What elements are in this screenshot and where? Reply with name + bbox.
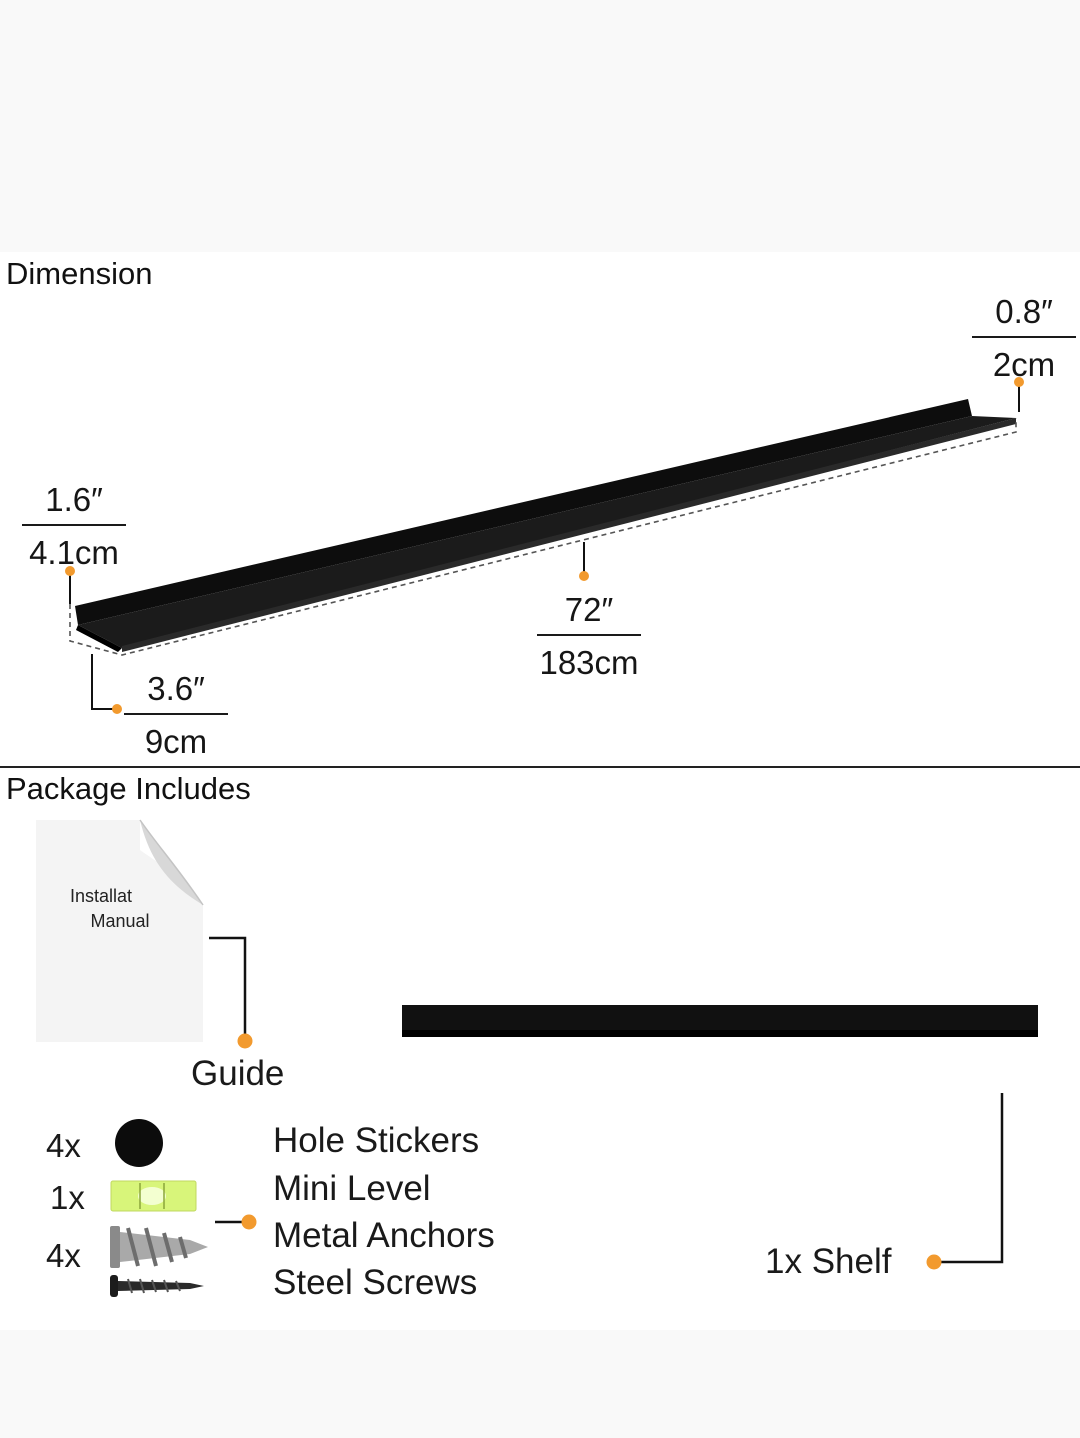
hole-sticker-icon (115, 1119, 163, 1167)
manual-title (52, 884, 188, 934)
mini-level-label: Mini Level (273, 1169, 431, 1208)
dimension-height (22, 483, 126, 569)
dimension-title: Dimension (6, 256, 153, 291)
shelf-label: 1x Shelf (765, 1242, 892, 1281)
dimension-depth-cm: 9cm (144, 723, 208, 760)
length-dimension-marker (579, 571, 589, 581)
dimension-length-cm: 183cm (539, 644, 639, 681)
dimension-height-inch: 1.6″ (45, 481, 103, 518)
anchors-screws-qty: 4x (46, 1237, 81, 1274)
mini-level-icon (111, 1181, 196, 1211)
dimension-height-divider (22, 524, 126, 526)
dimension-lip-divider (972, 336, 1076, 338)
hardware-marker (242, 1215, 257, 1230)
hole-stickers-label: Hole Stickers (273, 1121, 480, 1160)
guide-marker (238, 1034, 253, 1049)
dimension-depth-divider (124, 713, 228, 715)
dimension-lip-cm: 2cm (992, 346, 1056, 383)
hole-stickers-qty: 4x (46, 1127, 81, 1164)
dimension-length (537, 593, 641, 679)
dimension-depth (124, 672, 228, 758)
manual-line-1: Installat (70, 886, 133, 906)
shelf-marker (927, 1255, 942, 1270)
dimension-length-inch: 72″ (564, 591, 614, 628)
depth-dimension-marker (112, 704, 122, 714)
manual-line-2: Manual (90, 911, 150, 931)
shelf-side-drawing (402, 1005, 1038, 1037)
package-title: Package Includes (6, 771, 251, 806)
mini-level-qty: 1x (50, 1179, 85, 1216)
metal-anchor-icon (110, 1226, 208, 1268)
dimension-lip (972, 295, 1076, 381)
dimension-lip-inch: 0.8″ (995, 293, 1053, 330)
dimension-depth-inch: 3.6″ (147, 670, 205, 707)
dimension-height-cm: 4.1cm (29, 534, 119, 571)
guide-label: Guide (191, 1054, 285, 1093)
steel-screws-label: Steel Screws (273, 1263, 478, 1302)
metal-anchors-label: Metal Anchors (273, 1216, 495, 1255)
dimension-length-divider (537, 634, 641, 636)
steel-screw-icon (110, 1275, 204, 1297)
